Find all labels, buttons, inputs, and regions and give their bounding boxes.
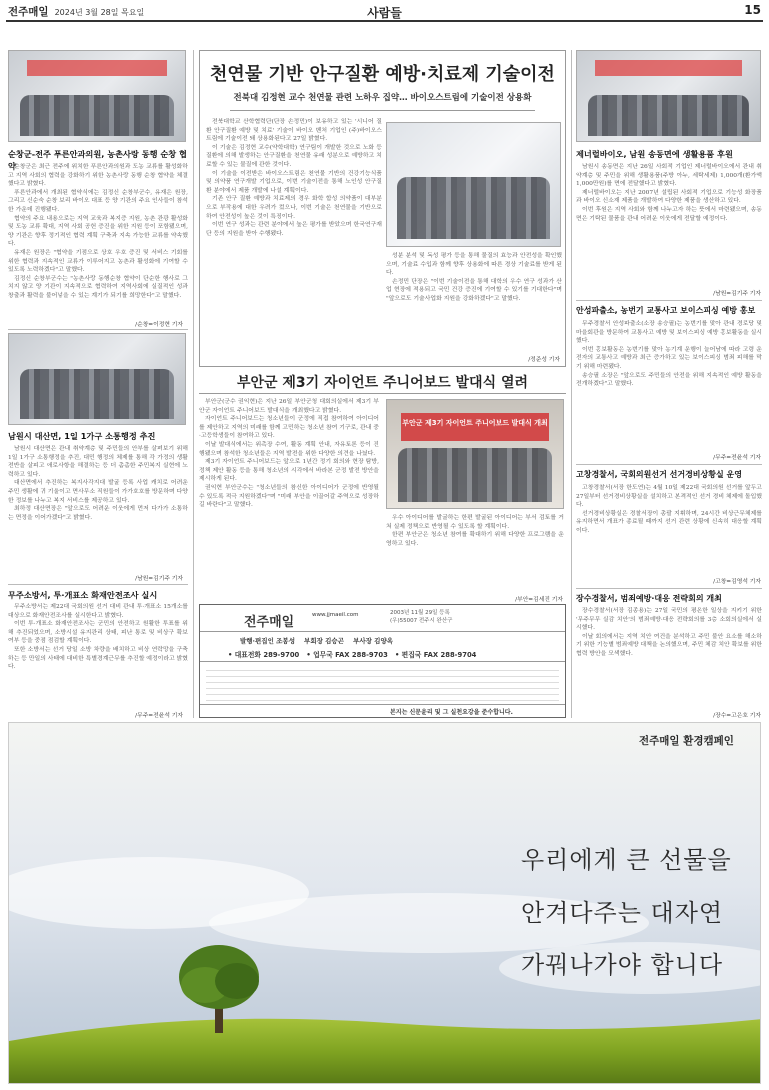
divider <box>576 464 762 465</box>
center-article-photo <box>386 399 564 509</box>
byline-sunchang: /순창=이정현 기자 <box>135 322 183 328</box>
masthead-url: www.jjmaeil.com <box>312 612 359 618</box>
divider <box>199 393 566 394</box>
article-photo-sunchang <box>8 50 186 142</box>
page-number: 15 <box>744 3 761 17</box>
divider <box>8 329 188 330</box>
column-divider <box>571 50 572 718</box>
divider <box>230 110 535 111</box>
byline-muju-fire: /무주=전윤석 기자 <box>135 713 183 719</box>
paper-name: 전주매일 2024년 3월 28일 목요일 <box>8 6 145 18</box>
article-body-general-bio: 남원시 송동면은 지난 26일 사회적 기업인 제너럴바이오에서 관내 취약계층 및 주민을 위해 생활용품(주방 아누, 세탁세제) 1,000개(환가액 1,000만원)를 면에 전달했다고 밝혔다. 제너럴바이오는 지난 2007년 설립된 사회적 기업으로 기능성 화장품과 바이오 신소재 제품을 개발하여 다양한 제품을 생산하고 있다. 이번 후원은 지역 사회와 함께 나누고자 하는 뜻에서 마련됐으며, 송동면은 기탁된 물품을 관내 어려운 이웃에게 전달할 예정이다. <box>576 164 762 222</box>
divider <box>200 661 565 662</box>
masthead-note: 본지는 신문윤리 및 그 실천요강을 준수합니다. <box>390 709 513 716</box>
section-title: 사람들 <box>367 6 402 20</box>
divider <box>576 300 762 301</box>
article-title-sunchang: 순창군-전주 푸른안과의원, 농촌사랑 동행 순창 협약 <box>8 149 187 171</box>
main-article-body-col2: 성분 분석 및 독성 평가 등을 통해 물질의 효능과 안전성을 확인했으며, 기술료 수입과 함께 향후 상용화에 따른 경상 기술료를 받게 된다. 손정민 단장은 "이번 기술이전을 통해 대학의 우수 연구 성과가 산업 현장에 적용되고 국민 건강 증진에 기여할 수 있기를 기대한다"며 "앞으로도 기술사업화 지원을 강화하겠다"고 말했다. <box>386 253 562 302</box>
environment-campaign-ad <box>8 722 761 1084</box>
masthead-logo: 전주매일 <box>244 615 295 630</box>
divider <box>200 631 565 632</box>
campaign-line-1: 우리에게 큰 선물을 <box>521 846 732 874</box>
article-title-general-bio: 제너럴바이오, 남원 송동면에 생활용품 후원 <box>576 149 733 159</box>
main-article-body-col1: 전북대학교 산학협력단(단장 손정민)이 보유하고 있는 '시니어 질환 안구질환 예방 및 치료' 기술이 바이오 벤처 기업인 (주)바이오스트림에 기술이전 돼 상용화된다고 27일 밝혔다. 이 기술은 김정현 교수(약학대학) 연구팀이 개발한 것으로 노화 등 질환에 의해 발생하는 안구질환을 천연물 유래 성분으로 예방하고 치료할 수 있는 물질에 관한 것이다. 이 기술을 이전받은 바이오스트림은 천연물 기반의 건강기능식품 및 의약품 연구개발 기업으로, 이번 기술이전을 통해 노인성 안구질환 분야에서 제품 개발에 나설 계획이다. 기존 안구 질환 예방과 치료제의 경우 화학 합성 의약품이 대부분으로 부작용에 대한 우려가 컸으나, 이번 기술은 천연물을 기반으로 하여 안전성이 높은 것이 특징이다. 이번 연구 성과는 관련 분야에서 높은 평가를 받았으며 한국연구재단 등의 지원을 받아 수행됐다. <box>206 119 382 237</box>
divider <box>576 588 762 589</box>
byline-general-bio: /남원=김기주 기자 <box>713 291 761 297</box>
masthead-bureau-list <box>206 665 559 701</box>
article-title-anseong: 안성파출소, 농번기 교통사고 보이스피싱 예방 홍보 <box>576 306 756 315</box>
article-photo-namwon <box>8 333 186 425</box>
byline-anseong: /무주=전윤석 기자 <box>713 455 761 461</box>
article-body-anseong: 무주경찰서 안성파출소(소장 송승필)는 농번기를 맞아 관내 경로당 및 마을회관을 방문하여 교통사고 예방 및 보이스피싱 예방 홍보활동을 실시했다. 이번 홍보활동은 농번기를 맞아 농기계 운행이 늘어남에 따라 고령 운전자의 교통사고 예방과 최근 증가하고 있는 보이스피싱 범죄 피해를 막기 위해 마련됐다. 송승필 소장은 "앞으로도 주민들의 안전을 위해 지속적인 예방 활동을 전개하겠다"고 말했다. <box>576 321 762 388</box>
campaign-title: 전주매일 환경캠페인 <box>639 735 734 747</box>
main-subhead: 전북대 김정현 교수 천연물 관련 노하우 집약… 바이오스트림에 기술이전 상용화 <box>233 93 532 103</box>
column-divider <box>193 50 194 718</box>
main-headline: 천연물 기반 안구질환 예방·치료제 기술이전 <box>210 64 555 85</box>
article-photo-general-bio <box>576 50 761 142</box>
article-body-gochang: 고창경찰서(서장 한도연)는 4월 10일 제22대 국회의원 선거를 앞두고 27일부터 선거경비상황실을 설치하고 본격적인 선거 경비 체제에 돌입했다. 선거경비상황실은 경찰서장이 총괄 지휘하며, 24시간 비상근무체제를 유지하면서 개표가 종료될 때까지 선거 관련 상황에 신속히 대응할 계획이다. <box>576 485 762 534</box>
issue-date: 2024년 3월 28일 목요일 <box>54 8 145 17</box>
center-article-body-col2: 우수 아이디어를 발굴하는 한편 발굴된 아이디어는 부서 검토를 거쳐 실제 정책으로 반영될 수 있도록 할 계획이다. 한편 부안군은 청소년 참여를 확대하기 위해 다양한 프로그램을 운영하고 있다. <box>386 515 564 547</box>
divider <box>200 704 565 705</box>
divider <box>8 584 188 585</box>
article-body-jangsu: 장수경찰서(서장 김종용)는 27일 국민의 평온한 일상을 지키기 위한 '무주무무 실감 치안'의 범죄예방·대응 전략회의를 3층 소회의실에서 실시했다. 이날 회의에서는 지역 치안 여건을 분석하고 주민 불안 요소를 해소하기 위한 기능별 범죄예방 대책을 논의했으며, 주민 체감 치안 확보를 위한 협력 방안을 모색했다. <box>576 608 762 657</box>
article-body-sunchang: 순창군은 최근 전주에 위치한 푸른안과의원과 도농 교류를 활성화하고 지역 사회의 협력을 강화하기 위한 농촌사랑 동행 순창 협약을 체결했다고 밝혔다. 푸른안과에서 개최된 협약식에는 김정신 순창부군수, 유재은 원장, 그리고 신순숙 순창 보리 바이오 대표 등 양 기관의 주요 인사들이 참석한 가운데 진행됐다. 협약의 주요 내용으로는 지역 교육과 복지증 지원, 농촌 관광 활성화 및 도농 교류 확대, 지역 사회 공헌 증진을 위한 지원 등이 포함됐으며, 양 기관은 향후 정기적인 협력 계획 구축과 지속 가능한 교류를 약속했다. 유재은 원장은 "협약을 기점으로 상호 우호 증진 및 서비스 기회를 위한 협력과 지속적인 교류가 이루어지고 농촌과 활성화에 기여할 수 있도록 노력하겠다"고 말했다. 김정신 순창부군수는 "농촌사랑 동행순창 협약이 단순한 행사로 그치지 않고 양 기관이 지속적으로 협력하여 지역사회에 실질적인 성과 창출과 활력을 불어넣을 수 있는 계기가 되기를 희망한다"고 말했다. <box>8 164 188 299</box>
masthead-staff: 발행·편집인 조봉성 부회장 김승곤 부사장 김양옥 <box>240 637 394 645</box>
byline-gochang: /고창=김영석 기자 <box>713 579 761 585</box>
article-title-namwon: 남원시 대산면, 1일 1가구 소통행정 추진 <box>8 431 156 441</box>
campaign-line-2: 안겨다주는 대자연 <box>521 899 724 927</box>
byline-main: /정준성 기자 <box>528 357 560 363</box>
center-article-body-col1: 부안군(군수 권익현)은 지난 26일 부안군청 대회의실에서 제3기 부안군 자이언트 주니어보드 발대식을 개최했다고 밝혔다. 자이언트 주니어보드는 청소년들이 군정에 직접 참여하여 아이디어를 제안하고 지역의 미래를 함께 고민하는 청소년 참여 기구로, 관내 중·고등학생들이 참여하고 있다. 이날 발대식에서는 위촉장 수여, 활동 계획 안내, 자유토론 등이 진행됐으며 참석한 청소년들은 지역 발전을 위한 다양한 의견을 나눴다. 제3기 자이언트 주니어보드는 앞으로 1년간 정기 회의와 현장 탐방, 정책 제안 활동 등을 통해 청소년의 시각에서 바라본 군정 발전 방안을 제시하게 된다. 권익현 부안군수는 "청소년들의 참신한 아이디어가 군정에 반영될 수 있도록 적극 지원하겠다"며 "미래 부안을 이끌어갈 주역으로 성장하길 바란다"고 말했다. <box>199 399 379 509</box>
main-article-photo <box>386 122 561 247</box>
article-title-jangsu: 장수경찰서, 범죄예방·대응 전략회의 개최 <box>576 594 722 603</box>
masthead-phones: • 대표전화 289-9700 • 업무국 FAX 288-9703 • 편집국 FAX 288-9704 <box>228 651 477 659</box>
article-body-muju-fire: 무주소방서는 제22대 국회의원 선거 대비 관내 투·개표소 15개소를 대상으로 화재안전조사를 실시한다고 밝혔다. 이번 투·개표소 화재안전조사는 군민의 안전하고 원활한 투표를 위해 추진되었으며, 소방시설 유지관리 상태, 피난 통로 및 비상구 확보 여부 등을 중점 점검할 계획이다. 또한 소방서는 선거 당일 소방 차량을 배치하고 비상 연락망을 구축하는 등 만일의 사태에 대비한 특별경계근무를 추진할 예정이라고 밝혔다. <box>8 604 188 671</box>
byline-jangsu: /장수=고은호 기자 <box>713 713 761 719</box>
byline-center: /부안=김세진 기자 <box>515 597 563 603</box>
masthead-registration: 2003년 11월 29일 등록 (우)55007 전주시 완산구 <box>390 610 453 624</box>
article-title-muju-fire: 무주소방서, 투·개표소 화재안전조사 실시 <box>8 590 158 600</box>
center-headline: 부안군 제3기 자이언트 주니어보드 발대식 열려 <box>236 375 529 391</box>
campaign-line-3: 가꿔나가야 합니다 <box>521 951 724 979</box>
masthead-box <box>199 604 566 718</box>
article-title-gochang: 고창경찰서, 국회의원선거 선거경비상황실 운영 <box>576 470 742 479</box>
byline-namwon: /남원=김기주 기자 <box>135 576 183 582</box>
article-body-namwon: 남원시 대산면은 관내 취약계층 및 주민들의 안부를 살펴보기 위해 1일 1가구 소통행정을 추진, 대민 행정의 체제를 통해 각 가정의 생활 전반을 살피고 애로사항을 해결하는 등 더 촘촘한 주민복지 실현에 노력하고 있다. 대산면에서 추진하는 복지사각지대 발굴 등록 사업 캐치로 어려운 주민 생활에 귀 기울이고 면사무소 직원들이 가가호호를 방문하며 다양한 정보를 나누고 복지 서비스를 제공하고 있다. 최하정 대산면장은 "앞으로도 어려운 이웃에게 먼저 다가가 소통하는 면정을 이어가겠다"고 밝혔다. <box>8 446 188 521</box>
header-rule <box>6 20 763 22</box>
photo-banner-text: 부안군 제3기 자이언트 주니어보드 발대식 개최 <box>402 419 548 428</box>
